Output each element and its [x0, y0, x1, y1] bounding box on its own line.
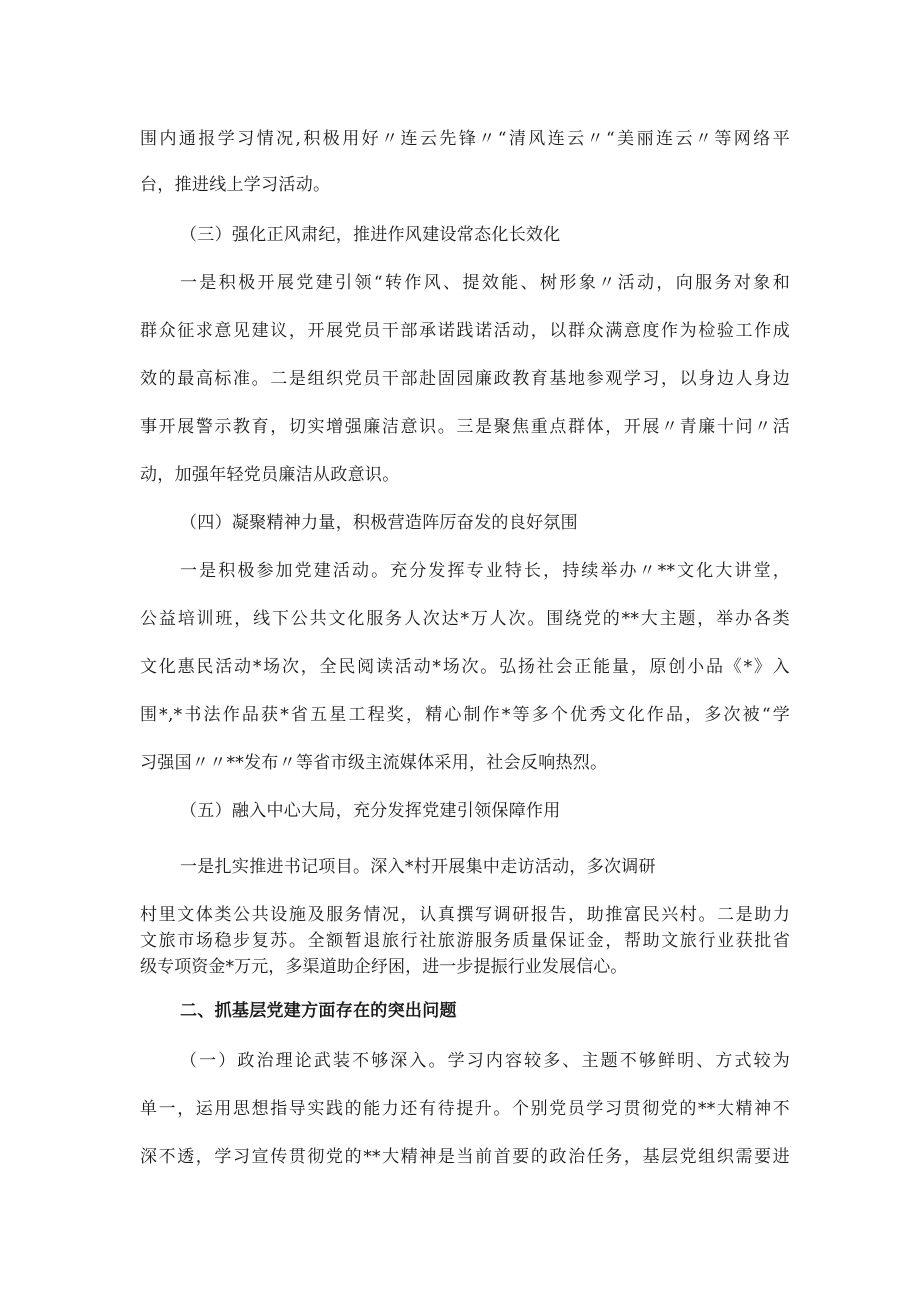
paragraph-line: （一）政治理论武装不够深入。学习内容较多、主题不够鲜明、方式较为 [180, 1051, 790, 1071]
paragraph-line: 围*,*书法作品获*省五星工程奖，精心制作*等多个优秀文化作品，多次被“学 [140, 705, 790, 725]
paragraph-line: 公益培训班，线下公共文化服务人次达*万人次。围绕党的**大主题，举办各类 [140, 609, 790, 629]
paragraph-line: 级专项资金*万元，多渠道助企纾困，进一步提振行业发展信心。 [140, 957, 628, 977]
paragraph-line: 文化惠民活动*场次，全民阅读活动*场次。弘扬社会正能量，原创小品《*》入 [140, 657, 790, 677]
section-heading-5: （五）融入中心大局，充分发挥党建引领保障作用 [180, 801, 561, 821]
paragraph-line: 事开展警示教育，切实增强廉洁意识。三是聚焦重点群体，开展〃青廉十问〃活 [140, 417, 790, 437]
section-heading-3: （三）强化正风肃纪，推进作风建设常态化长效化 [180, 225, 561, 245]
paragraph-line: 效的最高标准。二是组织党员干部赴固园廉政教育基地参观学习，以身边人身边 [140, 369, 790, 389]
chapter-heading-2: 二、抓基层党建方面存在的突出问题 [180, 1001, 457, 1021]
section-heading-4: （四）凝聚精神力量，积极营造阵厉奋发的良好氛围 [180, 513, 578, 533]
paragraph-line: 习强国〃〃**发布〃等省市级主流媒体采用，社会反响热烈。 [140, 753, 608, 773]
paragraph-line: 深不透，学习宣传贯彻党的**大精神是当前首要的政治任务，基层党组织需要进 [140, 1147, 790, 1167]
paragraph-line: 一是积极参加党建活动。充分发挥专业特长，持续举办〃**文化大讲堂， [180, 561, 790, 581]
paragraph-line: 文旅市场稳步复苏。全额暂退旅行社旅游服务质量保证金，帮助文旅行业获批省 [140, 931, 790, 951]
paragraph-line: 单一，运用思想指导实践的能力还有待提升。个别党员学习贯彻党的**大精神不 [140, 1099, 790, 1119]
paragraph-line: 群众征求意见建议，开展党员干部承诺践诺活动，以群众满意度作为检验工作成 [140, 321, 790, 341]
paragraph-line: 动，加强年轻党员廉洁从政意识。 [140, 465, 400, 485]
paragraph-line: 村里文体类公共设施及服务情况，认真撰写调研报告，助推富民兴村。二是助力 [140, 905, 790, 925]
paragraph-line: 围内通报学习情况,积极用好〃连云先锋〃“清风连云〃“美丽连云〃等网络平 [140, 129, 790, 149]
paragraph-line: 台，推进线上学习活动。 [140, 175, 331, 195]
paragraph-line: 一是积极开展党建引领“转作风、提效能、树形象〃活动，向服务对象和 [180, 273, 790, 293]
paragraph-line: 一是扎实推进书记项目。深入*村开展集中走访活动，多次调研 [180, 857, 656, 877]
